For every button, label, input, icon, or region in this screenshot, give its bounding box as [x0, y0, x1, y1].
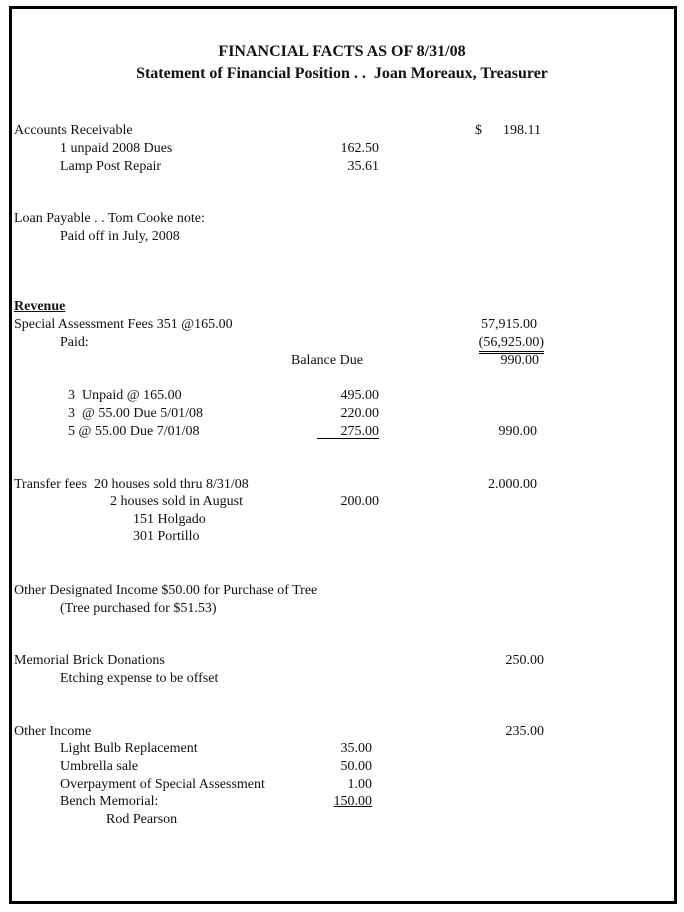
unpaid-item-label: 3 Unpaid @ 165.00: [68, 388, 182, 403]
loan-payable-note: Paid off in July, 2008: [60, 229, 180, 244]
house-address: 151 Holgado: [133, 512, 206, 527]
balance-due-label: Balance Due: [291, 353, 363, 368]
receivable-item-label: Lamp Post Repair: [60, 159, 162, 174]
special-assessment-total: 57,915.00: [481, 317, 537, 332]
page-subtitle: Statement of Financial Position . . Joan Moreaux, Treasurer: [136, 65, 548, 82]
house-address: 301 Portillo: [133, 529, 200, 544]
page-title: FINANCIAL FACTS AS OF 8/31/08: [218, 43, 466, 60]
transfer-fees-total: 2.000.00: [488, 477, 537, 492]
unpaid-item-label: 3 @ 55.00 Due 5/01/08: [68, 406, 203, 421]
other-income-item-label: Overpayment of Special Assessment: [60, 777, 265, 792]
other-income-total: 235.00: [505, 724, 544, 739]
other-income-item-amount: 1.00: [347, 777, 372, 792]
designated-income-label: Other Designated Income $50.00 for Purchase of Tree: [14, 583, 318, 598]
paid-label: Paid:: [60, 335, 89, 350]
paid-amount: (56,925.00): [479, 335, 544, 354]
loan-payable-label: Loan Payable . . Tom Cooke note:: [14, 211, 205, 226]
unpaid-item-amount: 495.00: [340, 388, 379, 403]
other-income-item-label: Umbrella sale: [60, 759, 139, 774]
unpaid-item-amount: 275.00: [340, 424, 379, 439]
other-income-item-amount: 50.00: [340, 759, 372, 774]
other-income-item-label: Bench Memorial:: [60, 794, 159, 809]
receivable-item-label: 1 unpaid 2008 Dues: [60, 141, 173, 156]
bench-memorial-person: Rod Pearson: [106, 812, 178, 827]
currency-symbol: $: [475, 123, 482, 138]
special-assessment-label: Special Assessment Fees 351 @165.00: [14, 317, 233, 332]
balance-due-amount: 990.00: [500, 353, 539, 368]
memorial-brick-label: Memorial Brick Donations: [14, 653, 165, 668]
memorial-brick-note: Etching expense to be offset: [60, 671, 219, 686]
other-income-item-label: Light Bulb Replacement: [60, 741, 198, 756]
transfer-fees-label: Transfer fees 20 houses sold thru 8/31/08: [14, 477, 249, 492]
august-sales-label: 2 houses sold in August: [110, 494, 244, 509]
designated-income-note: (Tree purchased for $51.53): [60, 601, 217, 616]
accounts-receivable-label: Accounts Receivable: [14, 123, 133, 138]
receivable-item-amount: 162.50: [340, 141, 379, 156]
august-sales-amount: 200.00: [340, 494, 379, 509]
other-income-label: Other Income: [14, 724, 92, 739]
memorial-brick-amount: 250.00: [505, 653, 544, 668]
other-income-item-amount: 35.00: [340, 741, 372, 756]
unpaid-total: 990.00: [498, 424, 537, 439]
other-income-item-amount: 150.00: [333, 794, 372, 809]
revenue-heading: Revenue: [14, 299, 66, 314]
unpaid-item-amount: 220.00: [340, 406, 379, 421]
subtotal-underline: [317, 438, 379, 439]
unpaid-item-label: 5 @ 55.00 Due 7/01/08: [68, 424, 200, 439]
receivable-item-amount: 35.61: [347, 159, 379, 174]
accounts-receivable-total: 198.11: [503, 123, 541, 138]
